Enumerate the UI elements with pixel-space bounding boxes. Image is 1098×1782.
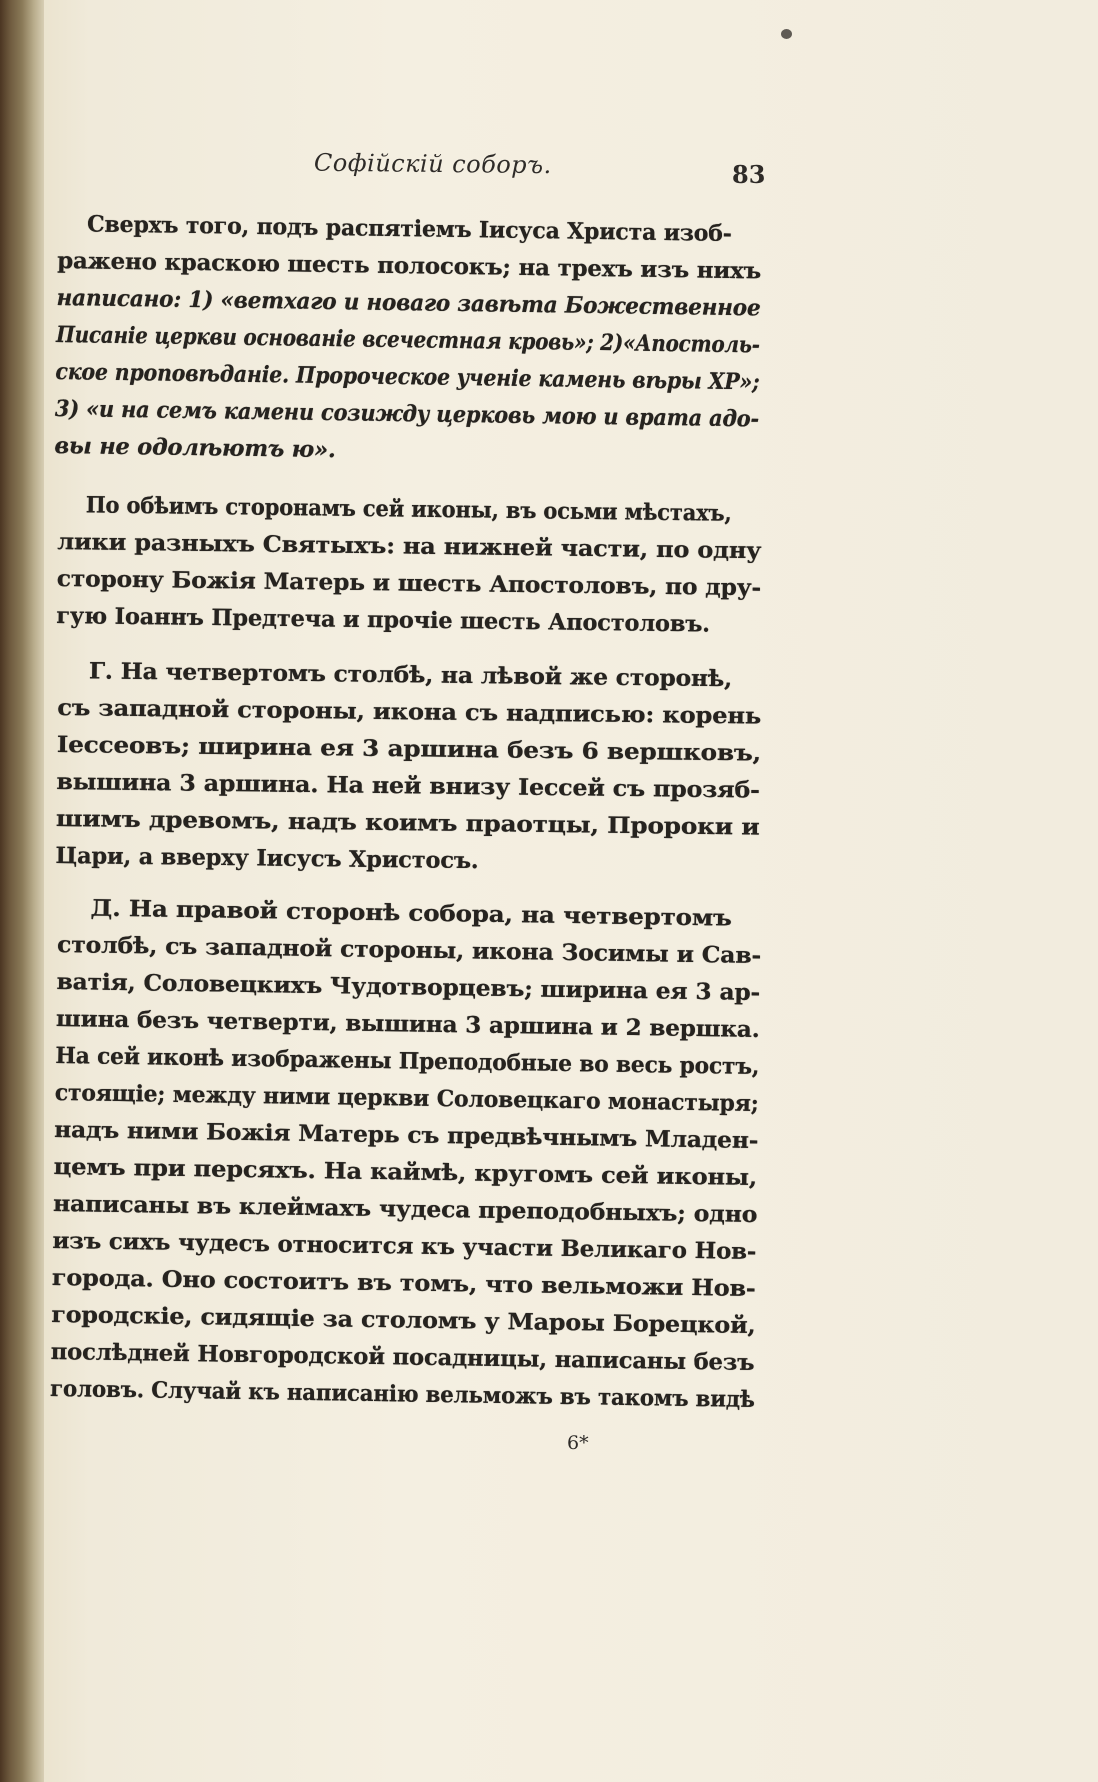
text-line: вы не одолѣютъ ю». (54, 432, 336, 464)
text-line: ватія, Соловецкихъ Чудотворцевъ; ширина ея 3 ар- (56, 968, 761, 1007)
paragraph-3 (55, 653, 762, 884)
text-line: Цари, а вверху Іисусъ Христосъ. (55, 842, 479, 875)
ink-speck (781, 29, 792, 39)
paragraph-2 (56, 487, 762, 644)
text-line: лики разныхъ Святыхъ: на нижней части, по одну (57, 528, 762, 565)
paragraph-1 (54, 206, 762, 475)
text-line: Сверхъ того, подъ распятіемъ Іисуса Христа изоб- (86, 211, 732, 247)
signature-mark: 6* (567, 1432, 589, 1454)
text-line: головъ. Случай къ написанію вельможъ въ такомъ видѣ (49, 1375, 755, 1414)
text-line: вышина 3 аршина. На ней внизу Іессей съ прозяб- (56, 768, 760, 804)
text-line: шина безъ четверти, вышина 3 аршина и 2 вершка. (55, 1005, 760, 1044)
text-line: Д. На правой сторонѣ собора, на четвертомъ (90, 895, 732, 932)
text-line: стоящіе; между ними церкви Соловецкаго монастыря; (54, 1079, 759, 1118)
text-line: надъ ними Божія Матерь съ предвѣчнымъ Младен- (54, 1116, 759, 1155)
text-line: гую Іоаннъ Предтеча и прочіе шесть Апостоловъ. (56, 602, 711, 638)
text-line: На сей иконѣ изображены Преподобные во весь ростъ, (55, 1042, 760, 1081)
text-line: Писаніе церкви основаніе всечестная кровь»; 2)«Апостоль- (55, 321, 761, 359)
text-line: ское проповѣданіе. Пророческое ученіе камень вѣры ХР»; (55, 358, 760, 396)
book-binding-edge (0, 0, 44, 1782)
text-line: столбѣ, съ западной стороны, икона Зосимы и Сав- (56, 931, 762, 970)
paragraph-4 (50, 890, 762, 1419)
text-line: городскіе, сидящіе за столомъ у Мароы Борецкой, (51, 1301, 756, 1340)
page-number: 83 (732, 160, 766, 189)
text-line: написаны въ клеймахъ чудеса преподобныхъ; одно (52, 1190, 758, 1229)
text-line: города. Оно состоитъ въ томъ, что вельможи Нов- (51, 1264, 756, 1303)
text-line: изъ сихъ чудесъ относится къ участи Великаго Нов- (52, 1227, 757, 1266)
text-line: цемъ при персяхъ. На каймѣ, кругомъ сей иконы, (53, 1153, 758, 1192)
text-line: послѣдней Новгородской посадницы, написаны безъ (50, 1338, 755, 1376)
text-line: написано: 1) «ветхаго и новаго завѣта Божественное (56, 284, 761, 322)
text-line: сторону Божія Матерь и шесть Апостоловъ, по дру- (56, 565, 762, 602)
running-head: Софійскій соборъ. (313, 148, 552, 180)
text-line: 3) «и на семъ камени созижду церковь мою и врата адо- (54, 395, 760, 433)
text-line: По обѣимъ сторонамъ сей иконы, въ осьми мѣстахъ, (85, 492, 732, 527)
text-line: ражено краскою шесть полосокъ; на трехъ изъ нихъ (56, 247, 762, 285)
text-line: Іессеовъ; ширина ея 3 аршина безъ 6 вершковъ, (56, 731, 762, 767)
text-line: Г. На четвертомъ столбѣ, на лѣвой же сторонѣ, (88, 658, 733, 693)
text-line: шимъ древомъ, надъ коимъ праотцы, Пророки и (55, 805, 760, 841)
text-line: съ западной стороны, икона съ надписью: корень (57, 694, 762, 730)
